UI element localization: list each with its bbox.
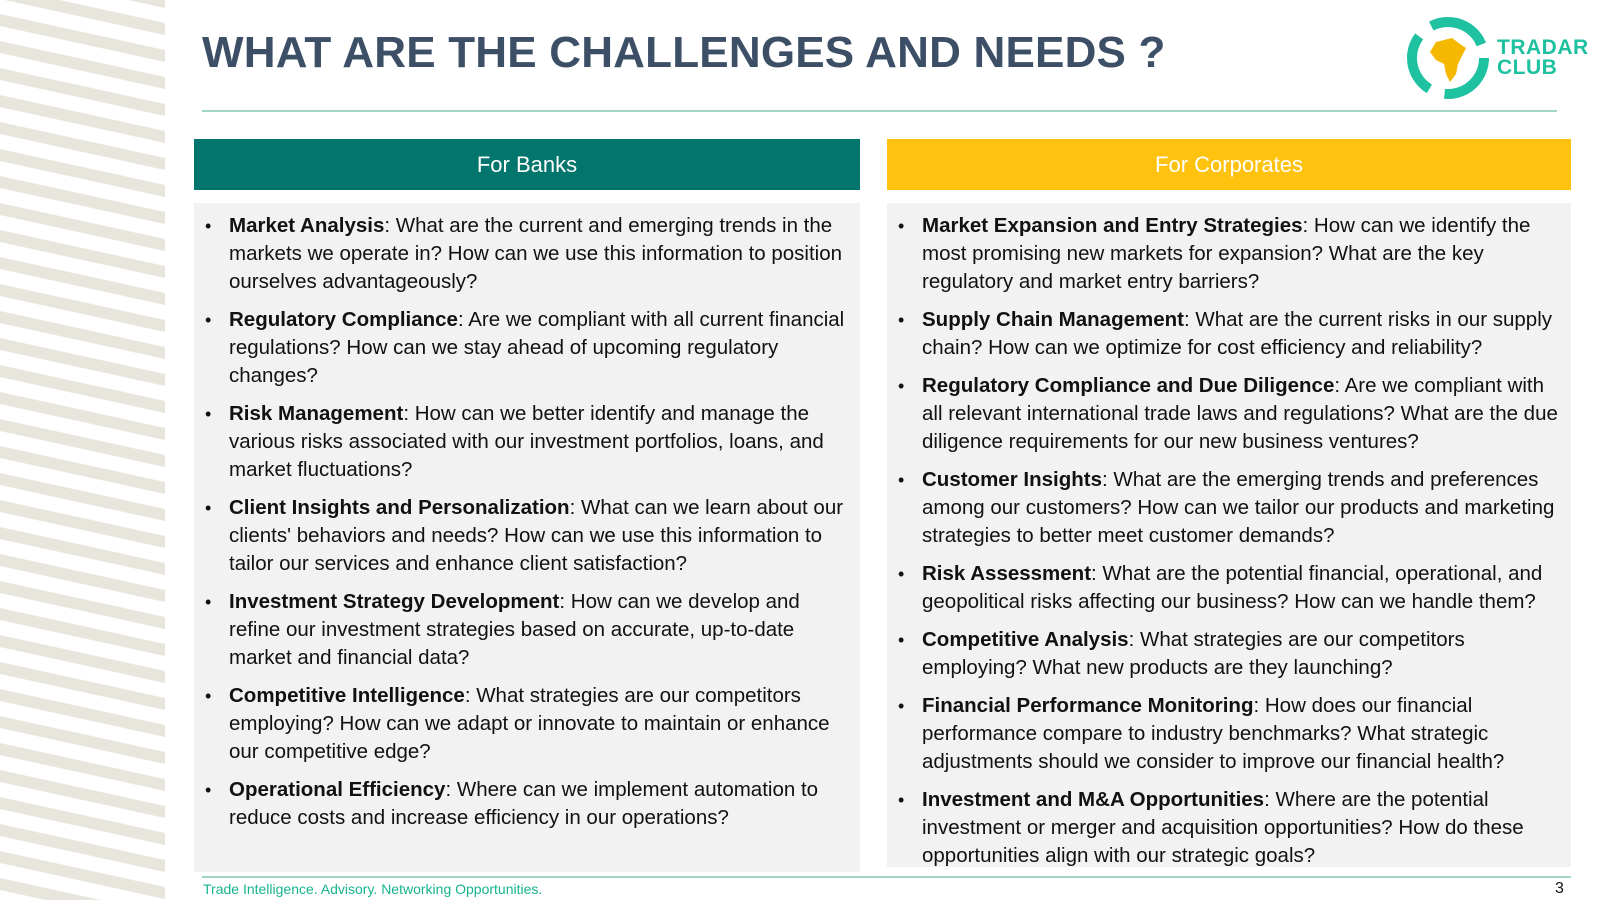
bullet-icon: • <box>898 376 905 396</box>
item-title: Market Analysis <box>229 214 385 237</box>
list-item <box>194 682 860 766</box>
corporates-list <box>887 212 1571 870</box>
item-text: : Where can we implement automation to reduce costs and increase efficiency in our operations? <box>229 778 819 829</box>
item-text: : What strategies are our competitors employing? How can we adapt or innovate to maintain or enhance our competitive edge? <box>229 684 830 763</box>
item-text: : How can we develop and refine our investment strategies based on accurate, up-to-date market and financial data? <box>229 590 800 669</box>
bullet-icon: • <box>898 696 905 716</box>
item-text: : How can we better identify and manage the various risks associated with our investment portfolios, loans, and market fluctuations? <box>229 402 824 481</box>
bullet-icon: • <box>205 310 212 330</box>
bullet-icon: • <box>205 780 212 800</box>
item-title: Market Expansion and Entry Strategies <box>922 214 1303 237</box>
list-item <box>887 692 1571 776</box>
bullet-icon: • <box>898 216 905 236</box>
item-text: : How can we identify the most promising new markets for expansion? What are the key regulatory and market entry barriers? <box>922 214 1531 293</box>
bullet-icon: • <box>205 404 212 424</box>
item-text: : Are we compliant with all current financial regulations? How can we stay ahead of upcoming regulatory changes? <box>229 308 845 387</box>
item-title: Investment and M&A Opportunities <box>922 788 1265 811</box>
corporates-panel <box>887 203 1571 867</box>
item-title: Competitive Intelligence <box>229 684 465 707</box>
logo-text-line2: CLUB <box>1497 56 1558 79</box>
list-item <box>194 306 860 390</box>
bullet-icon: • <box>898 630 905 650</box>
banks-panel <box>194 203 860 872</box>
item-text: : Where are the potential investment or merger and acquisition opportunities? How do these opportunities align with our strategic goals? <box>922 788 1524 867</box>
item-title: Investment Strategy Development <box>229 590 560 613</box>
bullet-icon: • <box>205 498 212 518</box>
list-item <box>194 212 860 296</box>
item-text: : What are the current and emerging trends in the markets we operate in? How can we use this information to position ourselves advantageously? <box>229 214 843 293</box>
item-title: Supply Chain Management <box>922 308 1184 331</box>
logo-text-line1: TRADAR <box>1497 36 1589 59</box>
list-item <box>194 400 860 484</box>
title-divider <box>202 110 1557 112</box>
list-item <box>887 626 1571 682</box>
list-item <box>887 786 1571 870</box>
item-title: Operational Efficiency <box>229 778 446 801</box>
item-title: Risk Assessment <box>922 562 1092 585</box>
item-title: Risk Management <box>229 402 404 425</box>
list-item <box>194 588 860 672</box>
list-item <box>887 306 1571 362</box>
list-item <box>887 212 1571 296</box>
item-title: Competitive Analysis <box>922 628 1129 651</box>
list-item <box>887 372 1571 456</box>
bullet-icon: • <box>898 310 905 330</box>
page-number: 3 <box>1555 880 1564 897</box>
list-item <box>887 466 1571 550</box>
banks-column-header: For Banks <box>194 139 860 190</box>
footer-divider <box>202 876 1571 878</box>
bullet-icon: • <box>898 564 905 584</box>
item-title: Client Insights and Personalization <box>229 496 570 519</box>
decorative-stripes <box>0 0 165 900</box>
item-text: : What are the current risks in our supply chain? How can we optimize for cost efficiency and reliability? <box>922 308 1552 359</box>
item-title: Customer Insights <box>922 468 1102 491</box>
list-item <box>887 560 1571 616</box>
item-text: : What can we learn about our clients' behaviors and needs? How can we use this information to tailor our services and enhance client satisfaction? <box>229 496 844 575</box>
footer-tagline: Trade Intelligence. Advisory. Networking Opportunities. <box>203 881 543 897</box>
item-text: : What strategies are our competitors employing? What new products are they launching? <box>922 628 1465 679</box>
bullet-icon: • <box>898 470 905 490</box>
bullet-icon: • <box>898 790 905 810</box>
item-text: : What are the potential financial, operational, and geopolitical risks affecting our business? How can we handle them? <box>922 562 1543 613</box>
item-text: : How does our financial performance compare to industry benchmarks? What strategic adjustments should we consider to improve our financial health? <box>922 694 1505 773</box>
item-text: : What are the emerging trends and preferences among our customers? How can we tailor our products and marketing strategies to better meet customer demands? <box>922 468 1555 547</box>
bullet-icon: • <box>205 592 212 612</box>
corporates-column-header: For Corporates <box>887 139 1571 190</box>
item-text: : Are we compliant with all relevant international trade laws and regulations? What are the due diligence requirements for our new business ventures? <box>922 374 1558 453</box>
item-title: Regulatory Compliance <box>229 308 458 331</box>
item-title: Financial Performance Monitoring <box>922 694 1254 717</box>
item-title: Regulatory Compliance and Due Diligence <box>922 374 1335 397</box>
list-item <box>194 494 860 578</box>
page-title: WHAT ARE THE CHALLENGES AND NEEDS ? <box>202 28 1166 77</box>
banks-list <box>194 212 860 832</box>
list-item <box>194 776 860 832</box>
bullet-icon: • <box>205 216 212 236</box>
bullet-icon: • <box>205 686 212 706</box>
